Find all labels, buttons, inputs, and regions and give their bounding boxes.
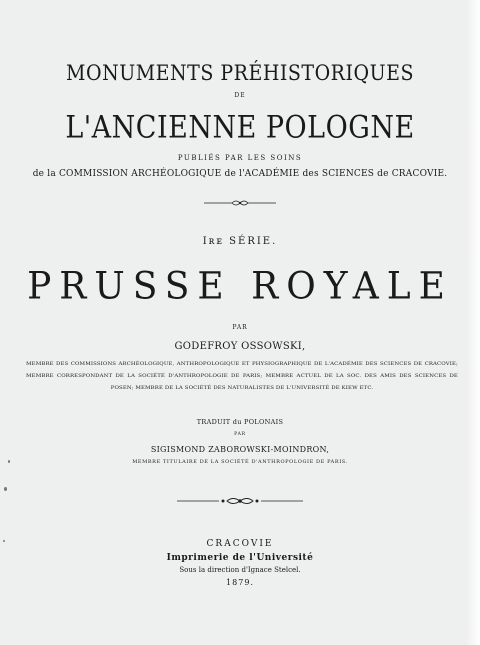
printer-name: Imprimerie de l'Université [166,553,314,563]
ornamental-rule-top [0,199,480,207]
commission-line: de la COMMISSION ARCHÉOLOGIQUE de l'ACADÉMIE des SCIENCES de CRACOVIE. [32,169,448,179]
translated-label: TRADUIT du POLONAIS [196,418,284,426]
paper-speck [3,540,5,542]
published-by-line: PUBLIÉS PAR LES SOINS [177,154,303,162]
title-line-pologne: L'ANCIENNE POLOGNE [65,109,415,146]
author-description: MEMBRE DES COMMISSIONS ARCHÉOLOGIQUE, ANTHROPOLOGIQUE ET PHYSIOGRAPHIQUE DE L'ACADÉMIE DES SCIENCES DE CRACOVIE; MEMBRE CORRESPONDANT DE LA SOCIÉTÉ D'ANTHROPOLOGIE DE PARIS; MEMBRE ACTUEL DE LA SOC. DES AMIS DES SCIENCES DE POSEN; MEMBRE DE LA SOCIÉTÉ DES NATURALISTES DE L'UNIVERSITÉ DE KIEW ETC. [26,362,459,391]
translator-description: MEMBRE TITULAIRE DE LA SOCIÉTÉ D'ANTHROPOLOGIE DE PARIS. [132,459,348,465]
subtitle-prusse-royale: PRUSSE ROYALE [27,264,453,309]
publication-year: 1879. [226,578,254,587]
translator-name: SIGISMOND ZABOROWSKI-MOINDRON, [150,445,330,454]
paper-speck [4,487,7,491]
city-cracovie: CRACOVIE [206,539,274,549]
title-line-monuments: MONUMENTS PRÉHISTORIQUES [66,60,414,86]
author-name: GODEFROY OSSOWSKI, [174,341,306,352]
paper-speck [8,460,10,463]
printer-direction: Sous la direction d'Ignace Stelcel. [179,566,301,574]
par-label-translator: PAR [234,432,246,437]
series-label: Iʀᴇ SÉRIE. [202,236,278,247]
title-line-de: DE [234,92,246,99]
par-label-author: PAR [232,324,248,331]
ornamental-rule-bottom [0,496,480,506]
